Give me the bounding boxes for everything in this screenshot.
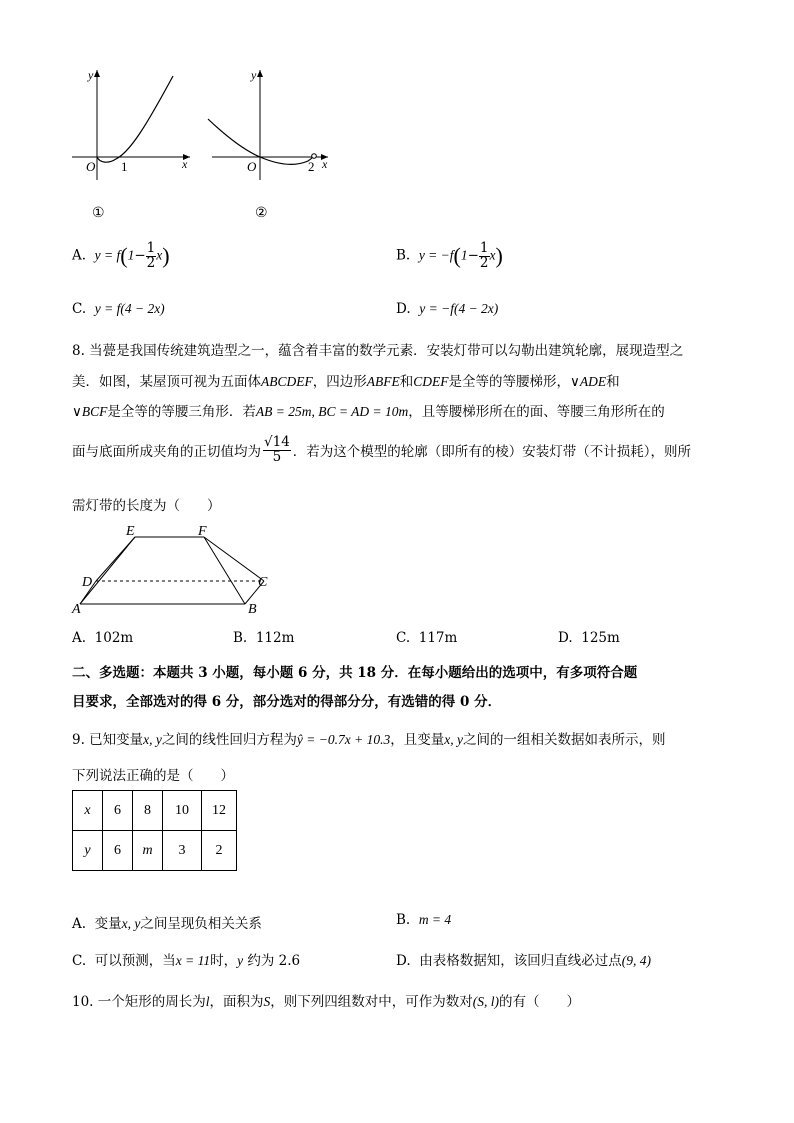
q9-line-1: 9. 已知变量x, y之间的线性回归方程为ŷ = −0.7x + 10.3，且变量x, y之间的一组相关数据如表所示，则 bbox=[72, 732, 666, 748]
q7-option-b: B. y = −f(1− $\frac{1}{2}$ x) bbox=[396, 240, 503, 271]
table-row bbox=[73, 831, 237, 871]
q8-condition: AB = 25m, BC = AD = 10m bbox=[255, 404, 409, 419]
label-e: E bbox=[126, 524, 135, 539]
table-cell: 12 bbox=[202, 791, 237, 831]
edge-cf bbox=[204, 537, 264, 581]
q7-option-b-letter: B. bbox=[396, 247, 411, 264]
q7-option-c bbox=[72, 301, 165, 317]
graph-2-origin: O bbox=[247, 159, 257, 174]
q8-tri-bcf: ∨BCF bbox=[72, 404, 108, 419]
q7-option-b-var: x bbox=[489, 247, 496, 263]
q7-option-c-expr: y = f(4 − 2x) bbox=[94, 301, 165, 316]
section-2-heading-line-2: 目要求，全部选对的得 6 分，部分选对的得部分分，有选错的得 0 分． bbox=[72, 694, 502, 710]
q7-option-d bbox=[396, 301, 498, 317]
q7-option-c-letter: C. bbox=[72, 301, 87, 317]
label-b: B bbox=[248, 602, 257, 617]
graph-2 bbox=[204, 64, 336, 184]
graph-2-y-label: y bbox=[251, 68, 257, 82]
q7-option-d-expr: y = −f(4 − 2x) bbox=[419, 301, 499, 316]
q7-option-a-minus: − bbox=[134, 247, 146, 264]
edge-de bbox=[96, 537, 135, 581]
graph-1-caption: ① bbox=[92, 205, 105, 221]
label-c: C bbox=[258, 575, 268, 590]
q9-vars-2: x, y bbox=[444, 732, 463, 747]
q9-option-a: A. 变量x, y之间呈现负相关关系 bbox=[72, 916, 262, 932]
label-f: F bbox=[198, 524, 207, 539]
q9-option-c: C. 可以预测，当x = 11时，y 约为 2.6 bbox=[72, 953, 301, 969]
graph-2-open-point bbox=[312, 154, 317, 159]
q8-option-d: D. 125m bbox=[558, 630, 620, 646]
q10-var-l: l bbox=[205, 994, 210, 1009]
q8-cdef: CDEF bbox=[413, 374, 449, 389]
table-cell: y bbox=[73, 831, 103, 871]
q7-option-a: A. y = f(1− $\frac{1}{2}$ x) bbox=[72, 240, 170, 271]
table-cell: 6 bbox=[103, 791, 133, 831]
table-cell: 6 bbox=[103, 831, 133, 871]
graph-2-caption: ② bbox=[255, 205, 268, 221]
q9-data-table bbox=[72, 790, 237, 871]
q9-option-d: D. 由表格数据知，该回归直线必过点(9, 4) bbox=[396, 953, 651, 969]
q10-pair: (S, l) bbox=[472, 994, 500, 1009]
q7-option-d-letter: D. bbox=[396, 301, 411, 317]
graph-2-y-arrow bbox=[257, 70, 263, 77]
q8-line-1: 8. 当甍是我国传统建筑造型之一，蕴含着丰富的数学元素．安装灯带可以勾勒出建筑轮廓，展现造型之 bbox=[72, 343, 684, 359]
q7-option-b-one: 1 bbox=[460, 247, 468, 263]
graph-2-x-label: x bbox=[322, 157, 328, 171]
q7-option-a-one: 1 bbox=[127, 247, 135, 263]
q8-option-b: B. 112m bbox=[233, 630, 295, 646]
q8-line-5: 需灯带的长度为（ ） bbox=[72, 498, 221, 514]
q8-line-3: ∨BCF是全等的等腰三角形．若AB = 25m, BC = AD = 10m，且等腰梯形所在的面、等腰三角形所在的 bbox=[72, 404, 665, 420]
table-cell: 2 bbox=[202, 831, 237, 871]
q9-regression-equation: ŷ = −0.7x + 10.3 bbox=[296, 732, 391, 747]
q10-stem: 10. 一个矩形的周长为l，面积为S，则下列四组数对中，可作为数对(S, l)的有（ ） bbox=[72, 994, 581, 1010]
table-cell: 10 bbox=[163, 791, 202, 831]
graph-1-curve bbox=[97, 76, 173, 162]
q7-option-b-expr: y = −f bbox=[418, 247, 454, 263]
graph-2-curve bbox=[208, 119, 314, 164]
section-2-heading-line-1: 二、多选题：本题共 3 小题，每小题 6 分，共 18 分．在每小题给出的选项中，有多项符合题 bbox=[72, 665, 638, 681]
q8-option-a: A. 102m bbox=[72, 630, 134, 646]
q8-abcdef: ABCDEF bbox=[261, 374, 313, 389]
q10-var-s: S bbox=[263, 994, 271, 1009]
label-a: A bbox=[72, 602, 81, 617]
table-cell: 8 bbox=[133, 791, 163, 831]
q8-line-4: 面与底面所成夹角的正切值均为 $\frac{√14}{5}$ ．若为这个模型的轮廓（即所有的棱）安装灯带（不计损耗），则所 bbox=[72, 434, 692, 465]
graph-1-y-arrow bbox=[94, 70, 100, 77]
graph-1 bbox=[68, 64, 198, 184]
label-d: D bbox=[82, 575, 93, 590]
graph-1-origin: O bbox=[86, 159, 96, 174]
q7-option-a-expr: y = f bbox=[94, 247, 121, 263]
q8-roof-figure bbox=[68, 522, 288, 622]
q7-option-a-var: x bbox=[156, 247, 163, 263]
q7-option-b-minus: − bbox=[467, 247, 479, 264]
q9-option-b: B. m = 4 bbox=[396, 912, 452, 928]
edge-bf bbox=[204, 537, 245, 604]
q8-tan-fraction: $\frac{√14}{5}$ bbox=[264, 434, 290, 465]
q8-abfe: ABFE bbox=[366, 374, 400, 389]
table-cell: m bbox=[133, 831, 163, 871]
q7-option-a-frac: $\frac{1}{2}$ bbox=[146, 240, 156, 271]
q9-vars-1: x, y bbox=[143, 732, 162, 747]
q7-option-a-letter: A. bbox=[72, 247, 87, 264]
graph-1-y-label: y bbox=[88, 68, 94, 82]
graph-1-tick: 1 bbox=[121, 159, 128, 174]
q8-line-2: 美．如图，某屋顶可视为五面体ABCDEF，四边形ABFE和CDEF是全等的等腰梯形，∨ADE和 bbox=[72, 374, 620, 390]
graph-2-tick: 2 bbox=[308, 159, 315, 174]
q9-line-2: 下列说法正确的是（ ） bbox=[72, 768, 234, 784]
q8-tri-ade: ∨ADE bbox=[570, 374, 607, 389]
table-cell: x bbox=[73, 791, 103, 831]
table-cell: 3 bbox=[163, 831, 202, 871]
graph-1-x-label: x bbox=[182, 157, 188, 171]
table-row bbox=[73, 791, 237, 831]
q8-option-c: C. 117m bbox=[396, 630, 458, 646]
q7-option-b-frac: $\frac{1}{2}$ bbox=[479, 240, 489, 271]
